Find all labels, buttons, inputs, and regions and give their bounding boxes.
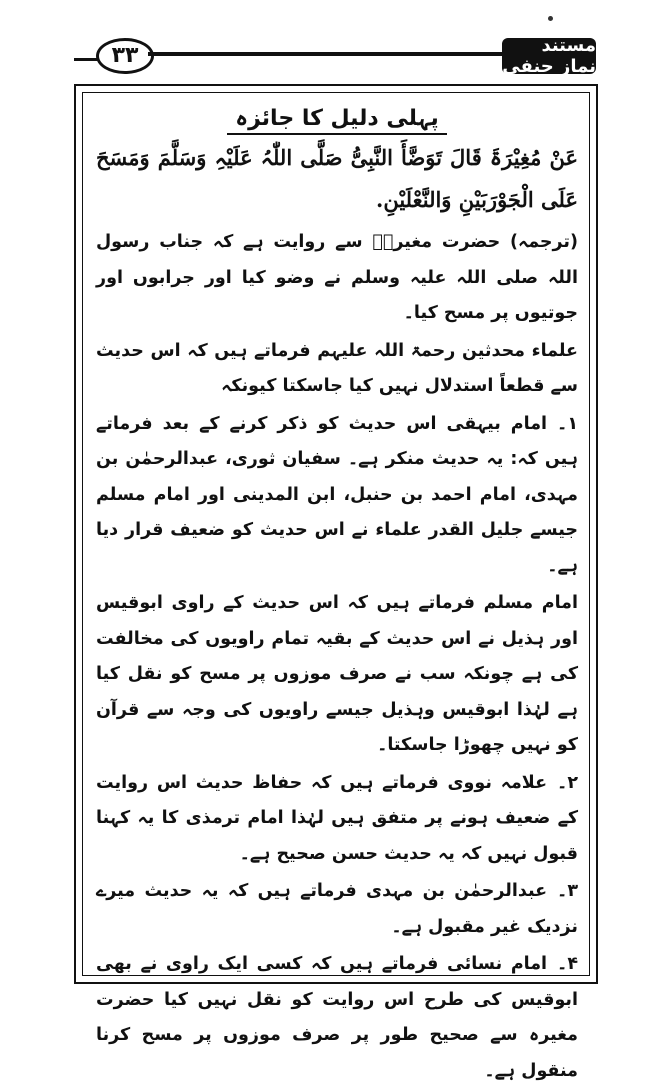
point-text: امام بیہقی اس حدیث کو ذکر کرنے کے بعد فرماتے ہیں کہ: یہ حدیث منکر ہے۔ سفیان ثوری، عبدالرحمٰن بن مہدی، امام احمد بن حنبل، ابن المدینی اور امام مسلم جیسے جلیل القدر علماء نے اس حدیث کو ضعیف قرار دیا ہے۔ [96,413,578,576]
point-3 [96,874,578,945]
book-title: مستند نماز حنفی [502,35,596,77]
point-text: امام نسائی فرماتے ہیں کہ کسی ایک راوی نے بھی ابوقیس کی طرح اس روایت کو نقل نہیں کیا حضرت مغیرہ سے صحیح طور پر صرف موزوں پر مسح کرنا منقول ہے۔ [96,954,578,1081]
section-heading [96,106,578,131]
point-number: ۳۔ [557,881,578,901]
section-heading-text: پہلی دلیل کا جائزہ [227,106,447,135]
point-text: عبدالرحمٰن بن مہدی فرماتے ہیں کہ یہ حدیث میرے نزدیک غیر مقبول ہے۔ [96,881,578,937]
header-rule [148,52,502,56]
intro-paragraph: علماء محدثین رحمۃ اللہ علیہم فرماتے ہیں کہ اس حدیث سے قطعاً استدلال نہیں کیا جاسکتا کیونکہ [96,340,578,396]
translation-paragraph: (ترجمہ) حضرت مغیرہؓ سے روایت ہے کہ جناب رسول اللہ صلی اللہ علیہ وسلم نے وضو کیا اور جرابوں اور جوتیوں پر مسح کیا۔ [96,232,578,323]
page-content [96,104,578,1081]
print-speck [548,16,553,21]
point-text: علامہ نووی فرماتے ہیں کہ حفاظ حدیث اس روایت کے ضعیف ہونے پر متفق ہیں لہٰذا امام ترمذی کا یہ کہنا قبول نہیں کہ یہ حدیث حسن صحیح ہے۔ [96,772,578,864]
point-number: ۴۔ [557,954,578,974]
arabic-hadith: عَنْ مُغِیْرَۃَ قَالَ تَوَضَّأَ النَّبِیُّ صَلَّی اللّٰہُ عَلَیْہِ وَسَلَّمَ وَمَسَحَ عَلَی الْجَوْرَبَیْنِ وَالنَّعْلَیْنِ. [96,145,578,212]
point-2 [96,766,578,873]
point-text: امام مسلم فرماتے ہیں کہ اس حدیث کے راوی ابوقیس اور ہذیل نے اس حدیث کے بقیہ تمام راویوں کی مخالفت کی ہے چونکہ سب نے صرف موزوں پر مسح کو نقل کیا ہے لہٰذا ابوقیس وہذیل جیسے راویوں کی وجہ سے قرآن کو نہیں چھوڑا جاسکتا۔ [96,593,578,755]
point-1-continued [96,586,578,764]
header-rule-left [74,58,98,61]
page-number: ۳۳ [96,38,154,74]
point-4 [96,947,578,1089]
point-1 [96,407,578,585]
point-number: ۱۔ [557,413,578,434]
point-number: ۲۔ [557,772,578,793]
